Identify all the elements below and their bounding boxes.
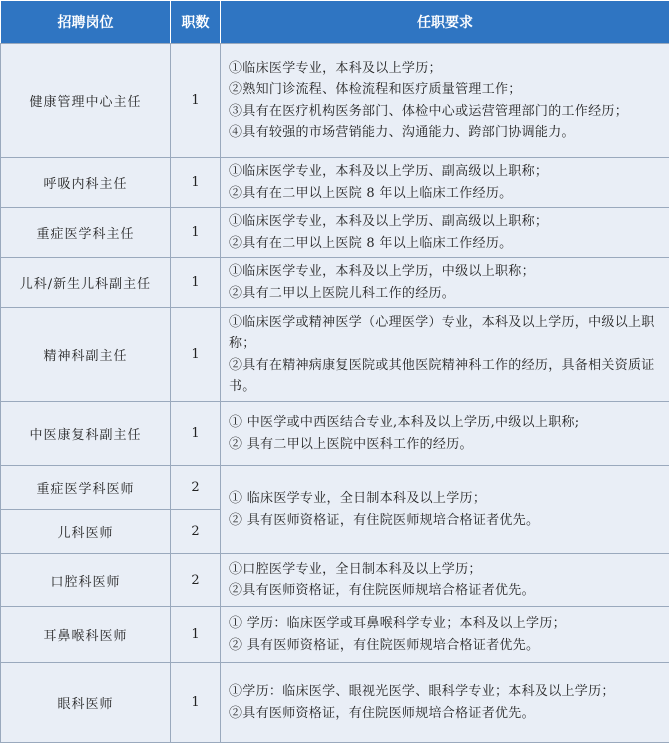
position-cell: 口腔科医师 (1, 554, 171, 607)
requirement-line: ②具有医师资格证，有住院医师规培合格证者优先。 (229, 583, 535, 598)
requirements-cell (221, 208, 669, 258)
requirements-cell (221, 44, 669, 158)
count-cell: 2 (171, 466, 221, 510)
count-cell: 2 (171, 510, 221, 554)
requirement-line: ②熟知门诊流程、体检流程和医疗质量管理工作； (229, 82, 522, 97)
requirement-line: ② 具有二甲以上医院中医科工作的经历。 (229, 436, 473, 452)
requirements-cell (221, 308, 669, 402)
table-row (1, 158, 669, 208)
requirement-line: ①临床医学专业，本科及以上学历； (229, 60, 442, 76)
table-row (1, 44, 669, 158)
requirements-cell (221, 607, 669, 663)
requirement-line: ②具有在二甲以上医院 8 年以上临床工作经历。 (229, 235, 513, 251)
table-row (1, 258, 669, 308)
requirements-cell (221, 554, 669, 607)
position-cell: 精神科副主任 (1, 308, 171, 402)
count-cell: 1 (171, 158, 221, 208)
requirement-line: ①学历：临床医学、眼视光医学、眼科学专业；本科及以上学历； (229, 684, 615, 699)
count-cell: 1 (171, 258, 221, 308)
requirement-line: ①临床医学或精神医学（心理医学）专业，本科及以上学历，中级以上职称； (229, 314, 655, 351)
requirement-line: ①口腔医学专业，全日制本科及以上学历； (229, 561, 482, 577)
table-row (1, 663, 669, 743)
requirement-line: ① 中医学或中西医结合专业,本科及以上学历,中级以上职称; (229, 415, 580, 430)
position-cell: 重症医学科医师 (1, 466, 171, 510)
requirements-cell (221, 258, 669, 308)
count-cell: 1 (171, 663, 221, 743)
requirement-line: ② 具有医师资格证，有住院医师规培合格证者优先。 (229, 637, 540, 653)
table-row (1, 466, 669, 510)
table-row (1, 554, 669, 607)
count-cell: 2 (171, 554, 221, 607)
count-cell: 1 (171, 208, 221, 258)
count-cell: 1 (171, 308, 221, 402)
requirements-cell (221, 158, 669, 208)
position-cell: 儿科/新生儿科副主任 (1, 258, 171, 308)
table-row (1, 402, 669, 466)
requirement-line: ③具有在医疗机构医务部门、体检中心或运营管理部门的工作经历； (229, 103, 629, 119)
table-row (1, 607, 669, 663)
position-cell: 眼科医师 (1, 663, 171, 743)
table-row (1, 308, 669, 402)
requirement-line: ② 具有医师资格证，有住院医师规培合格证者优先。 (229, 512, 540, 528)
requirements-cell-shared (221, 466, 669, 554)
count-cell: 1 (171, 402, 221, 466)
table-header-row (1, 1, 669, 44)
position-cell: 儿科医师 (1, 510, 171, 554)
requirement-line: ②具有在精神病康复医院或其他医院精神科工作的经历，具备相关资质证书。 (229, 357, 655, 394)
header-position: 招聘岗位 (1, 1, 171, 44)
requirement-line: ①临床医学专业，本科及以上学历、副高级以上职称； (229, 164, 549, 179)
position-cell: 重症医学科主任 (1, 208, 171, 258)
requirement-line: ① 学历：临床医学或耳鼻喉科学专业；本科及以上学历； (229, 616, 566, 631)
position-cell: 健康管理中心主任 (1, 44, 171, 158)
requirement-line: ②具有在二甲以上医院 8 年以上临床工作经历。 (229, 185, 513, 201)
requirement-line: ④具有较强的市场营销能力、沟通能力、跨部门协调能力。 (229, 125, 575, 140)
requirement-line: ① 临床医学专业，全日制本科及以上学历； (229, 491, 487, 506)
position-cell: 呼吸内科主任 (1, 158, 171, 208)
position-cell: 中医康复科副主任 (1, 402, 171, 466)
position-cell: 耳鼻喉科医师 (1, 607, 171, 663)
requirements-cell (221, 663, 669, 743)
requirement-line: ①临床医学专业，本科及以上学历，中级以上职称； (229, 264, 535, 279)
count-cell: 1 (171, 607, 221, 663)
header-requirements: 任职要求 (221, 1, 669, 44)
count-cell: 1 (171, 44, 221, 158)
requirements-cell (221, 402, 669, 466)
header-count: 职数 (171, 1, 221, 44)
requirement-line: ②具有二甲以上医院儿科工作的经历。 (229, 285, 456, 301)
requirement-line: ①临床医学专业，本科及以上学历、副高级以上职称； (229, 214, 549, 229)
requirement-line: ②具有医师资格证，有住院医师规培合格证者优先。 (229, 705, 535, 721)
table-row (1, 208, 669, 258)
